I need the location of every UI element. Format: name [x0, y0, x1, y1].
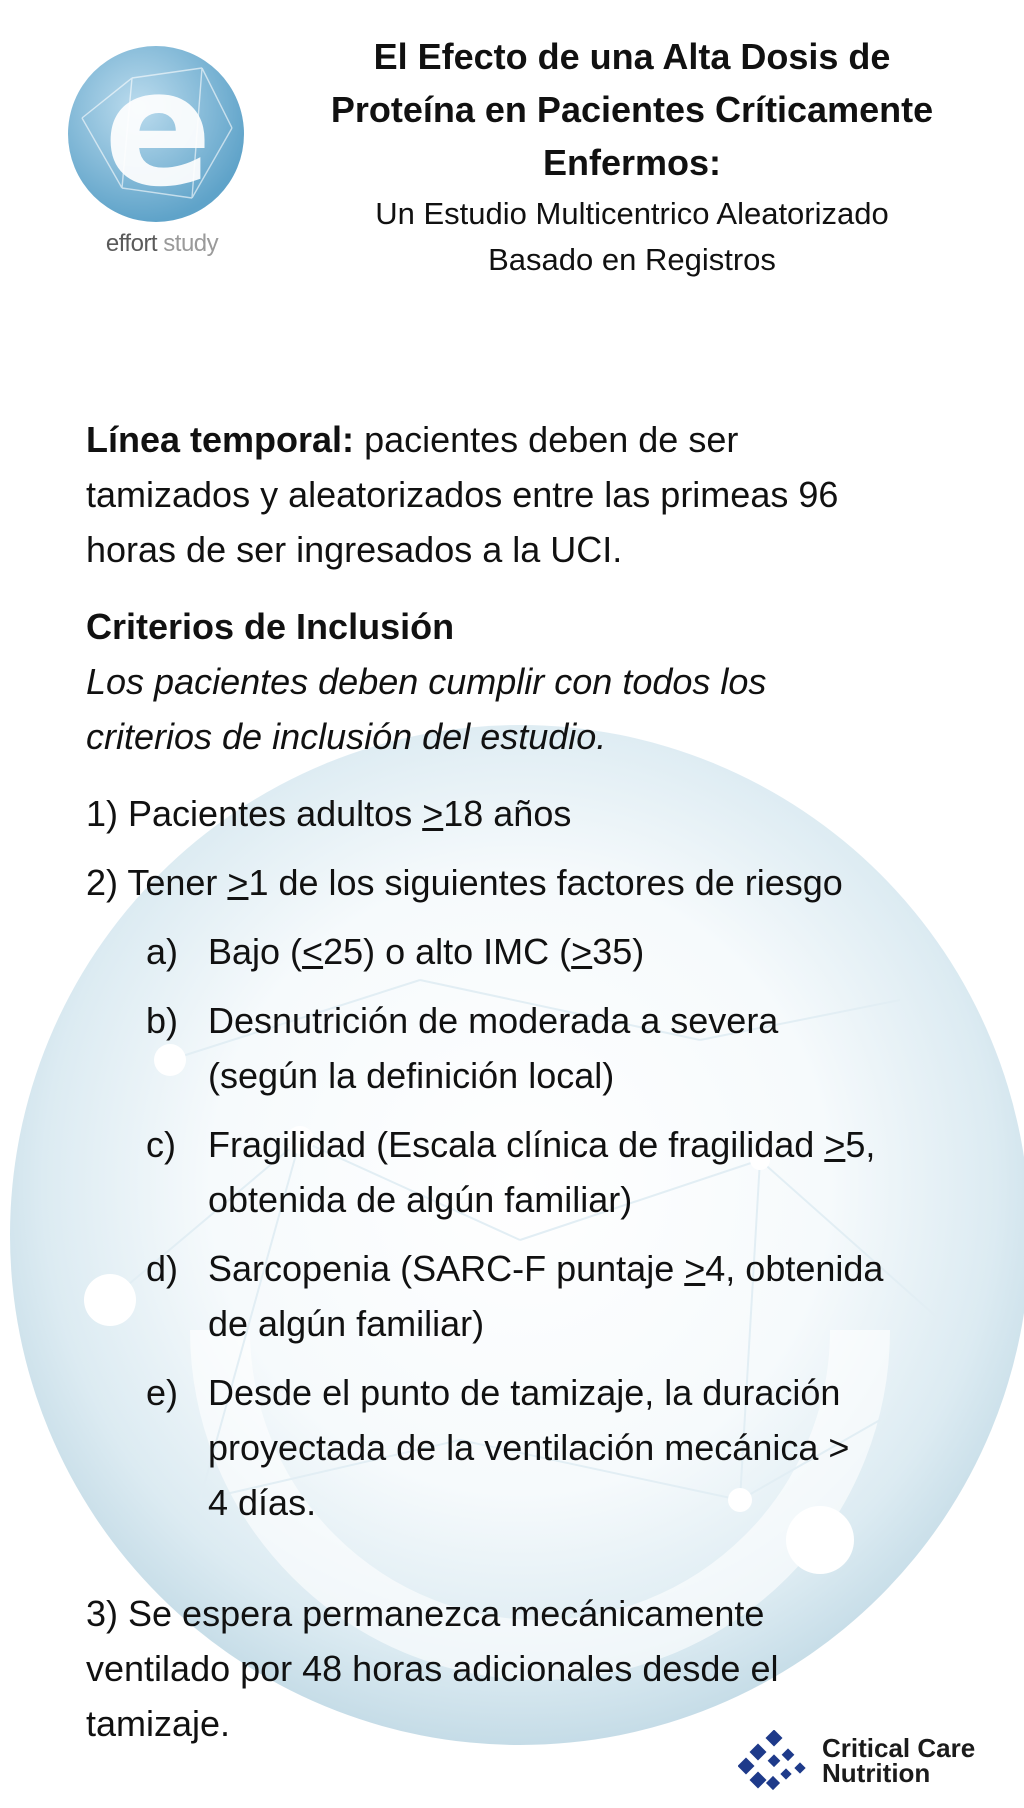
- risk-text-part: Bajo (: [208, 931, 303, 972]
- risk-text-part: de algún familiar): [208, 1303, 485, 1344]
- risk-text-part: (según la definición local): [208, 1055, 615, 1096]
- logo-label-light: study: [163, 230, 219, 257]
- effort-globe-icon: [62, 38, 262, 228]
- title-line: El Efecto de una Alta Dosis de: [373, 36, 891, 77]
- gte-symbol: >: [824, 1124, 846, 1165]
- risk-text: [208, 1117, 986, 1227]
- inclusion-intro-line: criterios de inclusión del estudio.: [86, 716, 607, 757]
- title-line: Proteína en Pacientes Críticamente: [330, 89, 934, 130]
- criterion-text: 1 de los siguientes factores de riesgo: [248, 862, 843, 903]
- inclusion-intro: [86, 654, 986, 764]
- timeline-label: Línea temporal:: [86, 419, 355, 460]
- logo-label-strong: effort: [105, 230, 158, 257]
- risk-factor-c: [146, 1117, 986, 1227]
- risk-text-part: proyectada de la ventilación mecánica >: [208, 1427, 850, 1468]
- page-title: [262, 30, 1002, 189]
- risk-text-part: obtenida de algún familiar): [208, 1179, 633, 1220]
- risk-factor-e: [146, 1365, 986, 1530]
- risk-text-part: Sarcopenia (SARC-F puntaje: [208, 1248, 685, 1289]
- risk-text-part: Desnutrición de moderada a severa: [208, 1000, 779, 1041]
- criterion-1: [86, 786, 986, 841]
- inclusion-heading: Criterios de Inclusión: [86, 606, 455, 647]
- risk-text-part: 4, obtenida: [705, 1248, 884, 1289]
- risk-factor-a: [146, 924, 986, 979]
- risk-text: [208, 1241, 986, 1351]
- criterion-text: ventilado por 48 horas adicionales desde el: [86, 1648, 779, 1689]
- page-subtitle: [262, 191, 1002, 283]
- timeline-paragraph: [86, 412, 986, 577]
- risk-letter: c): [146, 1124, 176, 1165]
- lte-symbol: <: [302, 931, 324, 972]
- risk-text-part: 25) o alto IMC (: [323, 931, 572, 972]
- svg-text:e: e: [103, 38, 213, 222]
- risk-text-part: 35): [592, 931, 645, 972]
- risk-text: [208, 1365, 986, 1530]
- risk-text-part: Fragilidad (Escala clínica de fragilidad: [208, 1124, 825, 1165]
- page-header: [262, 30, 1002, 283]
- risk-text-part: Desde el punto de tamizaje, la duración: [208, 1372, 841, 1413]
- risk-letter: e): [146, 1372, 179, 1413]
- risk-letter: a): [146, 931, 179, 972]
- effort-study-logo: [62, 38, 262, 278]
- ccn-line: Nutrition: [822, 1758, 931, 1788]
- timeline-text: horas de ser ingresados a la UCI.: [86, 529, 623, 570]
- criterion-text: 18 años: [443, 793, 572, 834]
- risk-text-part: 4 días.: [208, 1482, 317, 1523]
- inclusion-intro-line: Los pacientes deben cumplir con todos los: [86, 661, 767, 702]
- ccn-mark-icon: [738, 1730, 814, 1792]
- gte-symbol: >: [422, 793, 444, 834]
- timeline-text: tamizados y aleatorizados entre las primeas 96: [86, 474, 839, 515]
- critical-care-nutrition-logo: [738, 1726, 1018, 1796]
- criterion-text: 3) Se espera permanezca mecánicamente: [86, 1593, 765, 1634]
- risk-text: [208, 924, 986, 979]
- risk-letter: d): [146, 1248, 179, 1289]
- title-line: Enfermos:: [542, 142, 722, 183]
- gte-symbol: >: [227, 862, 249, 903]
- criterion-2: [86, 855, 986, 910]
- ccn-line: Critical Care: [822, 1733, 976, 1763]
- subtitle-line: Basado en Registros: [488, 242, 776, 277]
- subtitle-line: Un Estudio Multicentrico Aleatorizado: [375, 196, 889, 231]
- gte-symbol: >: [684, 1248, 706, 1289]
- timeline-text: pacientes deben de ser: [354, 419, 739, 460]
- risk-factor-b: [146, 993, 986, 1103]
- risk-text: [208, 993, 986, 1103]
- ccn-wordmark: [822, 1733, 976, 1788]
- risk-letter: b): [146, 1000, 179, 1041]
- criterion-text: 2) Tener: [86, 862, 228, 903]
- risk-factor-d: [146, 1241, 986, 1351]
- main-content: [86, 412, 986, 1751]
- criterion-text: tamizaje.: [86, 1703, 231, 1744]
- logo-label: [62, 230, 262, 258]
- gte-symbol: >: [571, 931, 593, 972]
- criterion-text: 1) Pacientes adultos: [86, 793, 423, 834]
- risk-text-part: 5,: [845, 1124, 876, 1165]
